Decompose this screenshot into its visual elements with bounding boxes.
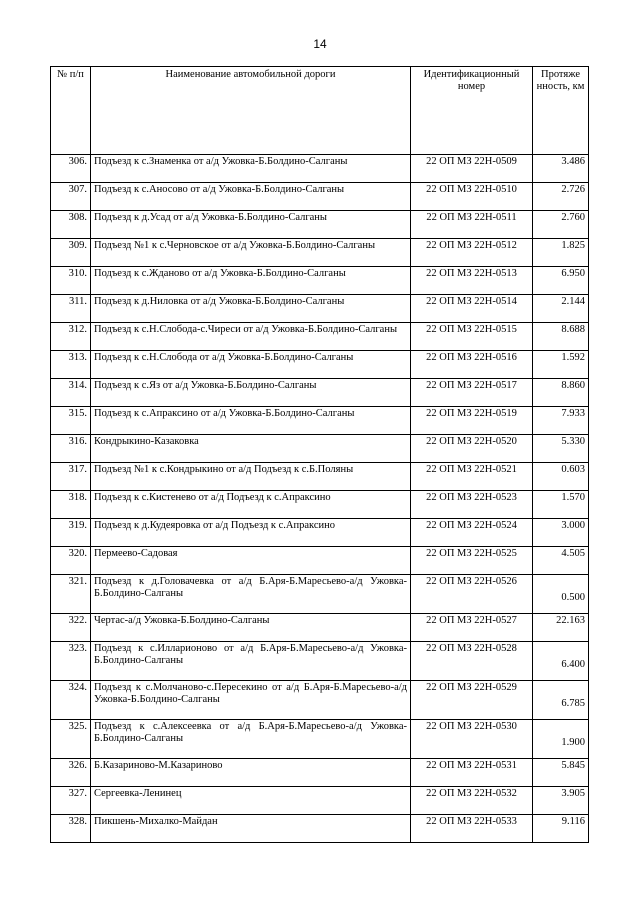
road-name: Подъезд к д.Кудеяровка от а/д Подъезд к с.Апраксино [91,519,411,547]
road-id: 22 ОП МЗ 22Н-0525 [411,547,533,575]
header-length: Протяже нность, км [533,67,589,155]
road-id: 22 ОП МЗ 22Н-0510 [411,183,533,211]
road-id: 22 ОП МЗ 22Н-0514 [411,295,533,323]
row-number: 328. [51,815,91,843]
table-row [51,183,589,211]
road-id: 22 ОП МЗ 22Н-0529 [411,681,533,720]
road-length: 0.500 [533,575,589,614]
row-number: 312. [51,323,91,351]
row-number: 314. [51,379,91,407]
road-length: 9.116 [533,815,589,843]
road-id: 22 ОП МЗ 22Н-0515 [411,323,533,351]
road-id: 22 ОП МЗ 22Н-0517 [411,379,533,407]
road-length: 22.163 [533,614,589,642]
row-number: 313. [51,351,91,379]
row-number: 315. [51,407,91,435]
table-row [51,155,589,183]
table-row [51,379,589,407]
table-row [51,681,589,720]
row-number: 311. [51,295,91,323]
page-number: 14 [313,37,327,51]
table-row [51,759,589,787]
table-row [51,815,589,843]
row-number: 310. [51,267,91,295]
table-row [51,614,589,642]
row-number: 308. [51,211,91,239]
road-name: Подъезд к с.Молчаново-с.Пересекино от а/д Б.Аря-Б.Маресьево-а/д Ужовка-Б.Болдино-Салганы [91,681,411,720]
header-ident: Идентификационный номер [411,67,533,155]
road-id: 22 ОП МЗ 22Н-0509 [411,155,533,183]
road-id: 22 ОП МЗ 22Н-0520 [411,435,533,463]
table-row [51,239,589,267]
road-id: 22 ОП МЗ 22Н-0528 [411,642,533,681]
road-id: 22 ОП МЗ 22Н-0519 [411,407,533,435]
road-name: Подъезд к с.Илларионово от а/д Б.Аря-Б.Маресьево-а/д Ужовка-Б.Болдино-Салганы [91,642,411,681]
road-length: 5.845 [533,759,589,787]
road-id: 22 ОП МЗ 22Н-0531 [411,759,533,787]
road-name: Подъезд к с.Яз от а/д Ужовка-Б.Болдино-Салганы [91,379,411,407]
road-id: 22 ОП МЗ 22Н-0511 [411,211,533,239]
table-row [51,351,589,379]
road-id: 22 ОП МЗ 22Н-0527 [411,614,533,642]
road-name: Подъезд №1 к с.Черновское от а/д Ужовка-Б.Болдино-Салганы [91,239,411,267]
row-number: 321. [51,575,91,614]
road-name: Кондрыкино-Казаковка [91,435,411,463]
row-number: 326. [51,759,91,787]
road-id: 22 ОП МЗ 22Н-0521 [411,463,533,491]
row-number: 317. [51,463,91,491]
road-id: 22 ОП МЗ 22Н-0523 [411,491,533,519]
table-row [51,491,589,519]
road-name: Подъезд №1 к с.Кондрыкино от а/д Подъезд к с.Б.Поляны [91,463,411,491]
road-length: 6.785 [533,681,589,720]
row-number: 324. [51,681,91,720]
road-length: 1.900 [533,720,589,759]
road-name: Б.Казариново-М.Казариново [91,759,411,787]
road-length: 6.950 [533,267,589,295]
road-name: Подъезд к с.Знаменка от а/д Ужовка-Б.Болдино-Салганы [91,155,411,183]
row-number: 323. [51,642,91,681]
table-row [51,575,589,614]
table-header [51,67,589,155]
road-name: Подъезд к с.Аносово от а/д Ужовка-Б.Болдино-Салганы [91,183,411,211]
table-row [51,211,589,239]
table-row [51,407,589,435]
road-length: 1.592 [533,351,589,379]
header-name: Наименование автомобильной дороги [91,67,411,155]
road-id: 22 ОП МЗ 22Н-0530 [411,720,533,759]
table-row [51,547,589,575]
row-number: 319. [51,519,91,547]
road-length: 3.905 [533,787,589,815]
road-length: 3.000 [533,519,589,547]
road-length: 7.933 [533,407,589,435]
road-name: Подъезд к с.Н.Слобода от а/д Ужовка-Б.Болдино-Салганы [91,351,411,379]
header-num: № п/п [51,67,91,155]
row-number: 316. [51,435,91,463]
road-id: 22 ОП МЗ 22Н-0512 [411,239,533,267]
road-name: Подъезд к с.Алексеевка от а/д Б.Аря-Б.Маресьево-а/д Ужовка-Б.Болдино-Салганы [91,720,411,759]
road-length: 0.603 [533,463,589,491]
road-id: 22 ОП МЗ 22Н-0524 [411,519,533,547]
table-row [51,435,589,463]
road-length: 4.505 [533,547,589,575]
road-id: 22 ОП МЗ 22Н-0516 [411,351,533,379]
row-number: 306. [51,155,91,183]
row-number: 325. [51,720,91,759]
road-name: Подъезд к с.Жданово от а/д Ужовка-Б.Болдино-Салганы [91,267,411,295]
road-id: 22 ОП МЗ 22Н-0526 [411,575,533,614]
road-length: 1.825 [533,239,589,267]
road-id: 22 ОП МЗ 22Н-0533 [411,815,533,843]
road-id: 22 ОП МЗ 22Н-0513 [411,267,533,295]
row-number: 318. [51,491,91,519]
row-number: 309. [51,239,91,267]
road-length: 1.570 [533,491,589,519]
roads-table [50,66,589,843]
table-row [51,787,589,815]
road-name: Сергеевка-Ленинец [91,787,411,815]
road-name: Подъезд к д.Головачевка от а/д Б.Аря-Б.Маресьево-а/д Ужовка-Б.Болдино-Салганы [91,575,411,614]
road-length: 3.486 [533,155,589,183]
table-row [51,720,589,759]
road-name: Подъезд к с.Н.Слобода-с.Чиреси от а/д Ужовка-Б.Болдино-Салганы [91,323,411,351]
row-number: 307. [51,183,91,211]
road-name: Подъезд к д.Ниловка от а/д Ужовка-Б.Болдино-Салганы [91,295,411,323]
table-row [51,642,589,681]
table-row [51,267,589,295]
road-name: Подъезд к с.Апраксино от а/д Ужовка-Б.Болдино-Салганы [91,407,411,435]
road-length: 8.860 [533,379,589,407]
road-length: 2.726 [533,183,589,211]
road-id: 22 ОП МЗ 22Н-0532 [411,787,533,815]
road-length: 2.760 [533,211,589,239]
table-body [51,155,589,843]
table-row [51,323,589,351]
table-row [51,519,589,547]
table-row [51,295,589,323]
road-length: 8.688 [533,323,589,351]
road-length: 5.330 [533,435,589,463]
road-name: Пермеево-Садовая [91,547,411,575]
road-name: Подъезд к с.Кистенево от а/д Подъезд к с.Апраксино [91,491,411,519]
road-length: 6.400 [533,642,589,681]
road-name: Подъезд к д.Усад от а/д Ужовка-Б.Болдино-Салганы [91,211,411,239]
row-number: 327. [51,787,91,815]
road-length: 2.144 [533,295,589,323]
row-number: 322. [51,614,91,642]
row-number: 320. [51,547,91,575]
table-row [51,463,589,491]
road-name: Чертас-а/д Ужовка-Б.Болдино-Салганы [91,614,411,642]
road-name: Пикшень-Михалко-Майдан [91,815,411,843]
